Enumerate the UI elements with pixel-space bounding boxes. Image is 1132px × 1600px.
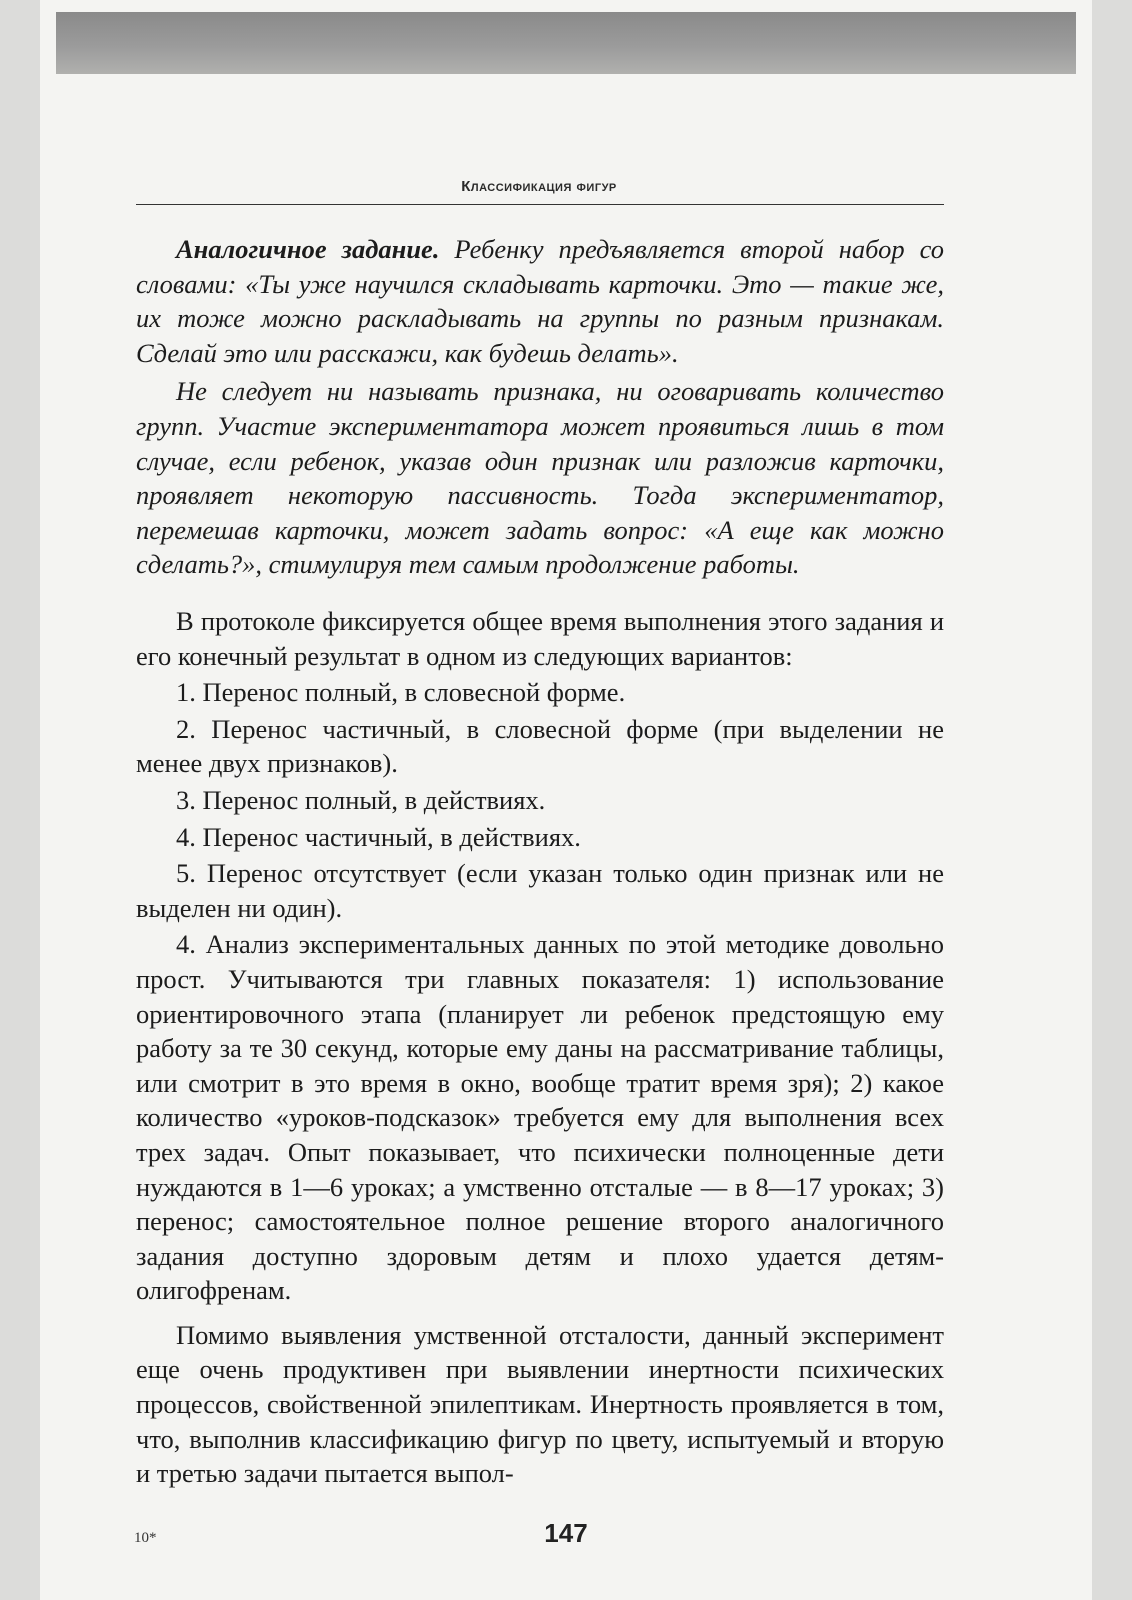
list-item: 5. Перенос отсутствует (если указан только один признак или не выделен ни один).: [136, 858, 944, 923]
body-section: [136, 604, 944, 1491]
italic-paragraph-2: Не следует ни называть признака, ни оговаривать количество групп. Участие экспериментатора может проявиться лишь в том случае, если ребенок, указав один признак или разложив карточки, проявляет некоторую пассивность. Тогда экспериментатор, перемешав карточки, может задать вопрос: «А еще как можно сделать?», стимулируя тем самым продолжение работы.: [136, 376, 944, 580]
italic-paragraph-1-text: Ребенку предъявляется второй набор со словами: «Ты уже научился складывать карточки. Это — такие же, их тоже можно раскладывать на группы по разным признакам. Сделай это или расскажи, как будешь делать».: [136, 234, 944, 368]
running-head-title: Классификация фигур: [461, 178, 617, 195]
final-paragraph: Помимо выявления умственной отсталости, данный эксперимент еще очень продуктивен при выявлении инертности психических процессов, свойственной эпилептикам. Инертность проявляется в том, что, выполнив классификацию фигур по цвету, испытуемый и вторую и третью задачи пытается выпол-: [136, 1319, 944, 1489]
analysis-paragraph: 4. Анализ экспериментальных данных по этой методике довольно прост. Учитываются три главных показателя: 1) использование ориентировочного этапа (планирует ли ребенок предстоящую ему работу за те 30 секунд, которые ему даны на рассматривание таблицы, или смотрит в это время в окно, вообще тратит время зря); 2) какое количество «уроков-подсказок» требуется ему для выполнения всех трех задач. Опыт показывает, что психически полноценные дети нуждаются в 1—6 уроках; а умственно отсталые — в 8—17 уроках; 3) перенос; самостоятельное полное решение второго аналогичного задания доступно здоровым детям и плохо удается детям-олигофренам.: [136, 929, 944, 1306]
list-item: 4. Перенос частичный, в действиях.: [176, 821, 581, 852]
signature-mark: 10*: [134, 1530, 157, 1546]
italic-section: [136, 232, 944, 582]
italic-lead-bold: Аналогичное задание.: [176, 234, 440, 264]
page-number: 147: [544, 1518, 588, 1548]
italic-paragraph-1: [136, 232, 944, 370]
list-item: 3. Перенос полный, в действиях.: [176, 784, 546, 815]
top-gray-band: [56, 12, 1076, 74]
list-item: 1. Перенос полный, в словесной форме.: [176, 677, 626, 708]
running-head: [136, 178, 942, 195]
list-item: 2. Перенос частичный, в словесной форме (при выделении не менее двух признаков).: [136, 713, 944, 779]
body-intro: В протоколе фиксируется общее время выполнения этого задания и его конечный результат в одном из следующих вариантов:: [136, 606, 944, 671]
header-rule: [136, 204, 944, 205]
